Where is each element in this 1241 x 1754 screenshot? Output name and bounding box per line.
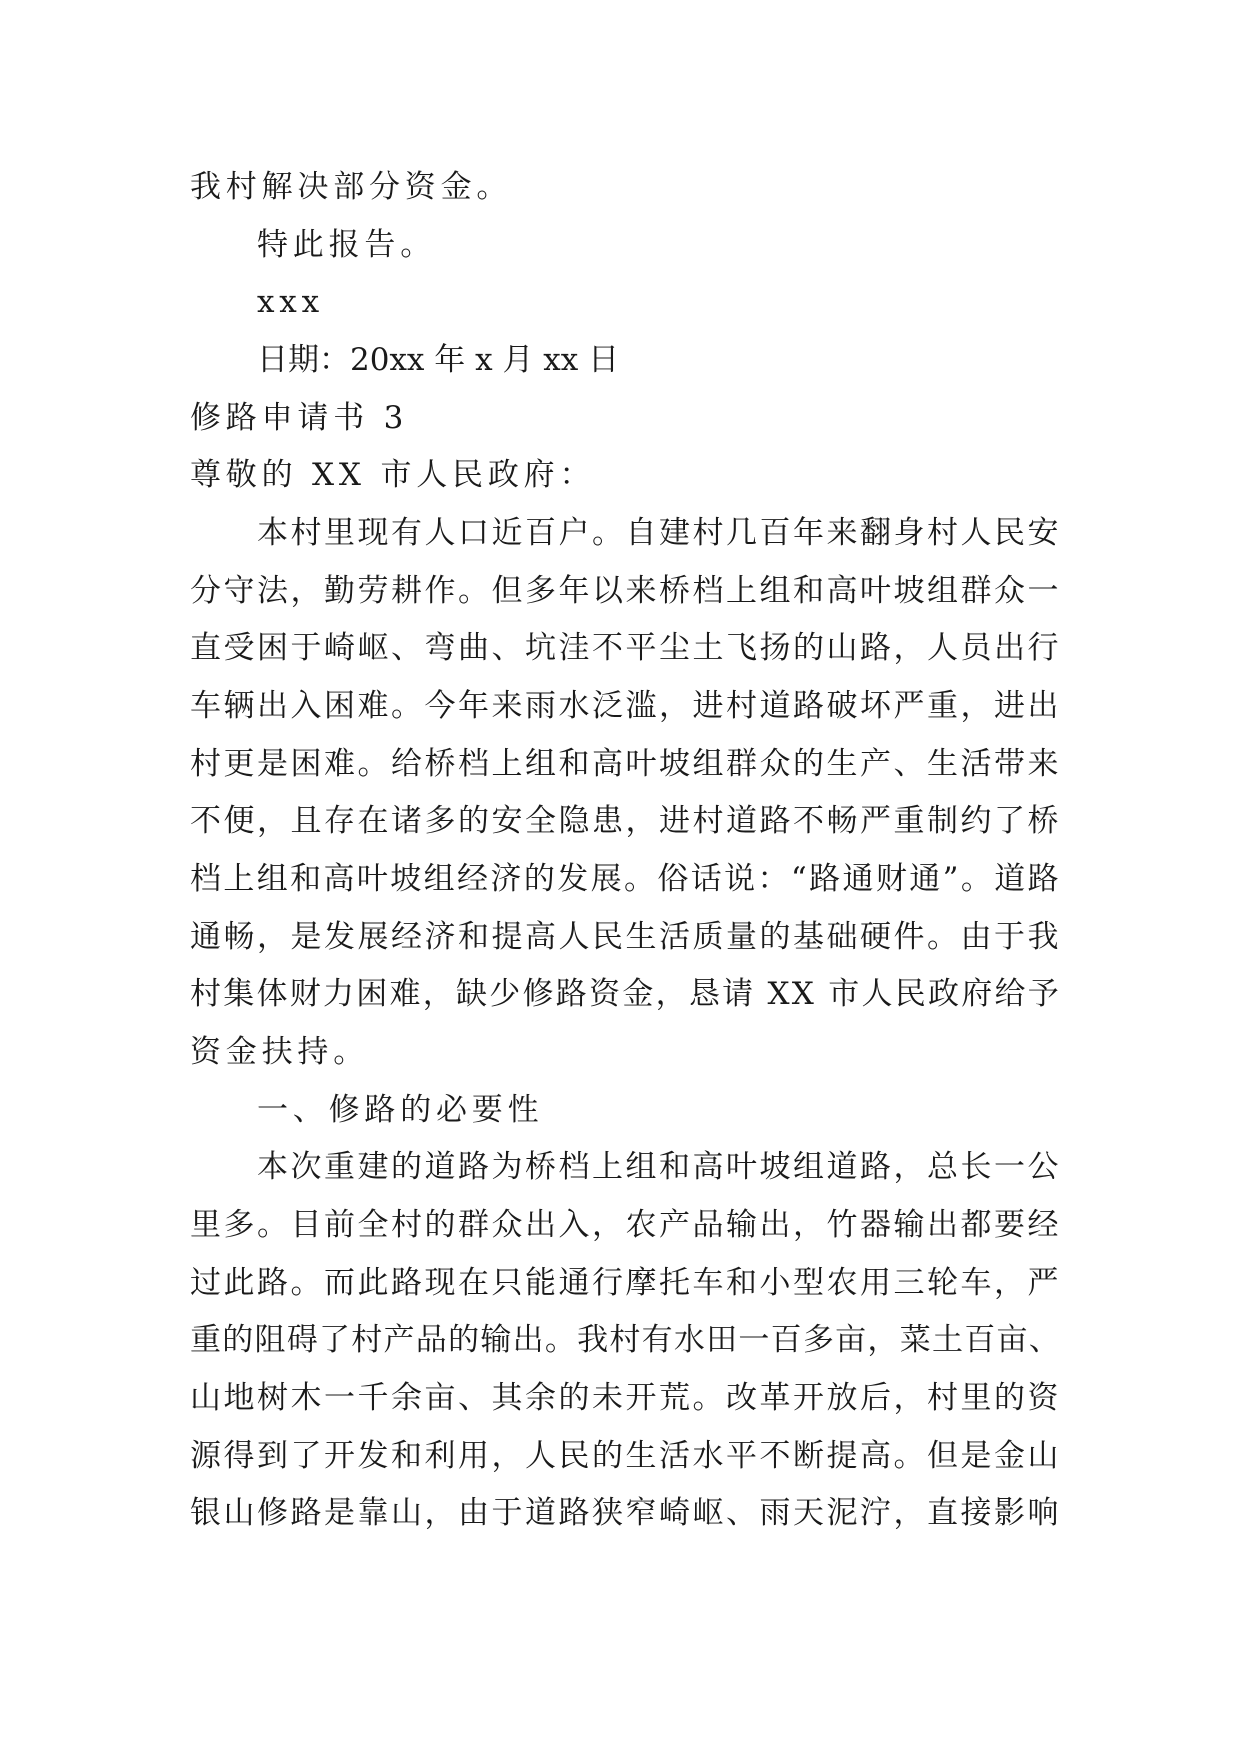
- text-line: 日期：20xx 年 x 月 xx 日: [257, 342, 620, 378]
- text-line: 特此报告。: [257, 227, 436, 263]
- text-line: 本村里现有人口近百户。自建村几百年来翻身村人民安: [257, 515, 1061, 551]
- text-line: 银山修路是靠山，由于道路狭窄崎岖、雨天泥泞，直接影响: [190, 1495, 1061, 1531]
- section-heading: 修路申请书 3: [190, 400, 409, 436]
- text-line: 分守法，勤劳耕作。但多年以来桥档上组和高叶坡组群众一: [190, 573, 1061, 609]
- text-line: 源得到了开发和利用，人民的生活水平不断提高。但是金山: [190, 1438, 1061, 1474]
- text-line: 过此路。而此路现在只能通行摩托车和小型农用三轮车，严: [190, 1265, 1061, 1301]
- text-line: 里多。目前全村的群众出入，农产品输出，竹器输出都要经: [190, 1207, 1061, 1243]
- text-line: 直受困于崎岖、弯曲、坑洼不平尘土飞扬的山路，人员出行: [190, 630, 1061, 666]
- text-line: xxx: [257, 284, 324, 320]
- text-line: 资金扶持。: [190, 1034, 369, 1070]
- text-line: 村更是困难。给桥档上组和高叶坡组群众的生产、生活带来: [190, 746, 1061, 782]
- text-line: 不便，且存在诸多的安全隐患，进村道路不畅严重制约了桥: [190, 803, 1061, 839]
- text-line: 通畅，是发展经济和提高人民生活质量的基础硬件。由于我: [190, 919, 1061, 955]
- text-line: 车辆出入困难。今年来雨水泛滥，进村道路破坏严重，进出: [190, 688, 1061, 724]
- text-line: 本次重建的道路为桥档上组和高叶坡组道路，总长一公: [257, 1149, 1061, 1185]
- text-line: 山地树木一千余亩、其余的未开荒。改革开放后，村里的资: [190, 1380, 1061, 1416]
- salutation: 尊敬的 XX 市人民政府：: [190, 457, 596, 493]
- subsection-heading: 一、修路的必要性: [257, 1092, 544, 1128]
- text-line: 重的阻碍了村产品的输出。我村有水田一百多亩，菜土百亩、: [190, 1322, 1061, 1358]
- text-line: 档上组和高叶坡组经济的发展。俗话说：“路通财通”。道路: [190, 861, 1061, 897]
- text-line: 村集体财力困难，缺少修路资金，恳请 XX 市人民政府给予: [190, 976, 1061, 1012]
- text-line: 我村解决部分资金。: [190, 169, 513, 205]
